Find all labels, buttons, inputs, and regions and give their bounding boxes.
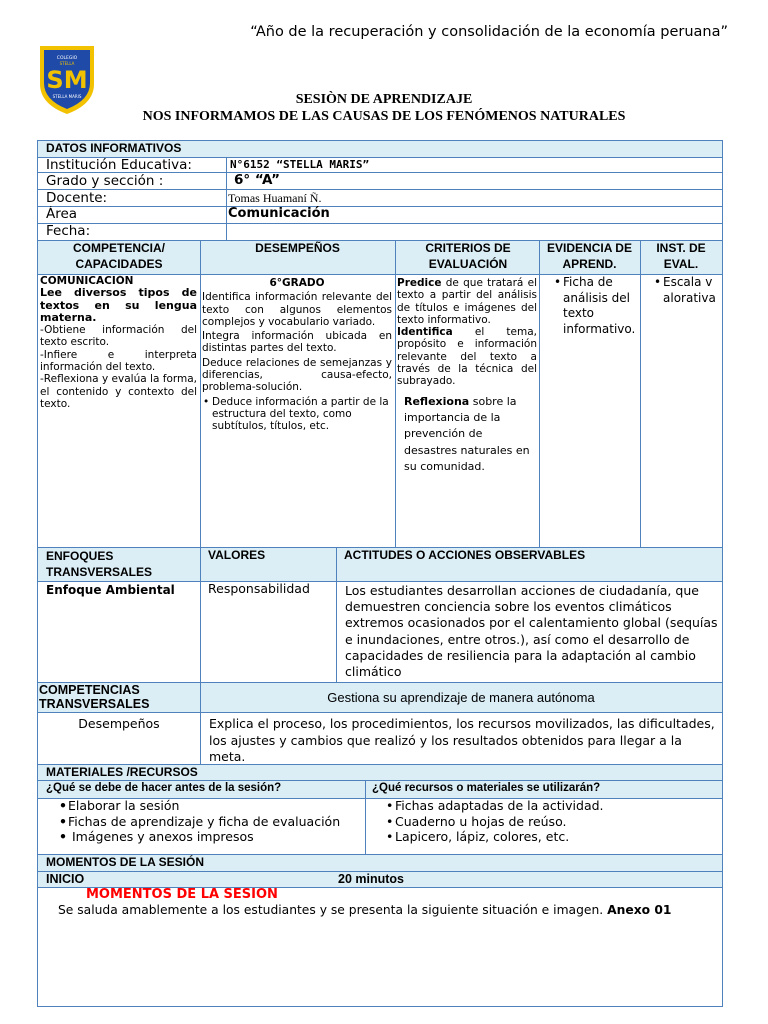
logo-bottom-text: STELLA MARIS — [52, 94, 82, 99]
header-instrumento: INST. DE EVAL. — [656, 241, 706, 271]
criterio-reflexiona: Reflexiona sobre la importancia de la prevención de desastres naturales en su comunidad. — [404, 394, 530, 473]
recursos-list — [381, 798, 719, 845]
inicio-text: Se saluda amablemente a los estudiantes y se presenta la siguiente situación e imagen. Anexo 01 — [58, 903, 672, 917]
header-evidencia: EVIDENCIA DE APREND. — [547, 241, 632, 271]
label-fecha: Fecha: — [46, 223, 91, 239]
materiales-title: MATERIALES /RECURSOS — [46, 765, 198, 779]
evidencia-item: • Ficha de análisis del texto informativo. — [563, 275, 638, 337]
desempeno-item: Identifica información relevante del texto con algunos elementos complejos y vocabulario variado. — [202, 291, 392, 328]
label-institucion: Institución Educativa: — [46, 157, 192, 173]
recurso-item: • Fichas adaptadas de la actividad. — [395, 798, 719, 814]
criterio-identifica: Identifica el tema, propósito e información relevante del texto a través de la técnica del subrayado. — [397, 326, 537, 388]
question-recursos: ¿Qué recursos o materiales se utilizarán? — [372, 782, 601, 794]
competencia-cell — [40, 275, 197, 410]
grade-label: 6°GRADO — [269, 277, 325, 289]
label-area: Área — [46, 206, 78, 222]
value-grado: 6° “A” — [234, 172, 281, 188]
inicio-label: INICIO — [46, 872, 85, 886]
antes-item: • Fichas de aprendizaje y ficha de evaluación — [68, 814, 364, 830]
inicio-time: 20 minutos — [338, 872, 404, 886]
momentos-heading: MOMENTOS DE LA SESION — [86, 887, 278, 902]
competencia-title: COMUNICACIÓN — [40, 275, 134, 287]
capacidad-item: -Obtiene información del texto escrito. — [40, 324, 197, 349]
capacidad-item: -Infiere e interpreta información del texto. — [40, 348, 197, 374]
actitud-text: Los estudiantes desarrollan acciones de ciudadanía, que demuestren conciencia sobre los eventos climáticos extremos ocasionados por el calentamiento global (sequías e inundaciones, entre otros.), así como el desarrollo de capacidades de resiliencia para la adaptación al cambio climático — [345, 583, 718, 680]
instrumento-cell — [653, 275, 719, 306]
desempenos-cell — [202, 277, 392, 433]
criterio-predice: Predice de que tratará el texto a partir del análisis de títulos e imágenes del texto informativo. — [397, 277, 537, 326]
desempenos-transversal-text: Explica el proceso, los procedimientos, los recursos movilizados, las dificultades, los ajustes y cambios que realizó y los resultados obtenidos para llegar a la meta. — [209, 716, 715, 764]
label-competencias-transversales: COMPETENCIAS TRANSVERSALES — [39, 683, 150, 711]
header-actitudes: ACTITUDES O ACCIONES OBSERVABLES — [344, 548, 586, 562]
momentos-title: MOMENTOS DE LA SESIÓN — [46, 855, 205, 869]
competencia-transversal: Gestiona su aprendizaje de manera autónoma — [327, 690, 595, 705]
datos-title: DATOS INFORMATIVOS — [46, 141, 182, 155]
antes-list — [54, 798, 364, 845]
session-title: SESIÒN DE APRENDIZAJE — [295, 92, 473, 107]
header-enfoques: ENFOQUES TRANSVERSALES — [46, 549, 153, 579]
header-valores: VALORES — [208, 548, 266, 562]
evidencia-cell — [553, 275, 638, 337]
value-institucion: N°6152 “STELLA MARIS” — [230, 158, 370, 171]
value-docente: Tomas Huamaní Ñ. — [228, 191, 322, 205]
valor-responsabilidad: Responsabilidad — [208, 581, 310, 596]
enfoque-ambiental: Enfoque Ambiental — [46, 583, 175, 597]
header-competencia: COMPETENCIA/ CAPACIDADES — [72, 241, 165, 271]
recurso-item: • Lapicero, lápiz, colores, etc. — [395, 829, 719, 845]
desempeno-item: Deduce relaciones de semejanzas y diferencias, causa-efecto, problema-solución. — [202, 356, 392, 394]
motto: “Año de la recuperación y consolidación de la economía peruana” — [250, 24, 728, 40]
logo-sub-text: STELLA — [59, 61, 75, 66]
logo-top-text: COLEGIO — [56, 56, 78, 61]
label-desempenos-transversal: Desempeños — [78, 716, 160, 731]
antes-item: • Elaborar la sesión — [68, 798, 364, 814]
logo-letters: SM — [46, 66, 88, 94]
label-grado: Grado y sección : — [46, 173, 164, 189]
session-topic: NOS INFORMAMOS DE LAS CAUSAS DE LOS FENÓMENOS NATURALES — [142, 109, 626, 124]
competencia-subtitle: Lee diversos tipos de textos en su lengua materna. — [40, 286, 197, 324]
label-docente: Docente: — [46, 190, 108, 206]
header-desempenos: DESEMPEÑOS — [255, 241, 340, 255]
criterios-cell — [397, 277, 537, 475]
header-criterios: CRITERIOS DE EVALUACIÓN — [425, 241, 511, 271]
value-area: Comunicación — [228, 206, 330, 221]
recurso-item: • Cuaderno u hojas de reúso. — [395, 814, 719, 830]
desempeno-item: Integra información ubicada en distintas partes del texto. — [202, 330, 392, 355]
instrumento-item: • Escala valorativa — [663, 275, 719, 306]
question-antes: ¿Qué se debe de hacer antes de la sesión? — [46, 782, 282, 794]
antes-item: • Imágenes y anexos impresos — [68, 829, 364, 845]
capacidad-item: -Reflexiona y evalúa la forma, el contenido y contexto del texto. — [40, 373, 197, 410]
desempeno-item: • Deduce información a partir de la estructura del texto, como subtítulos, títulos, etc. — [212, 396, 392, 433]
